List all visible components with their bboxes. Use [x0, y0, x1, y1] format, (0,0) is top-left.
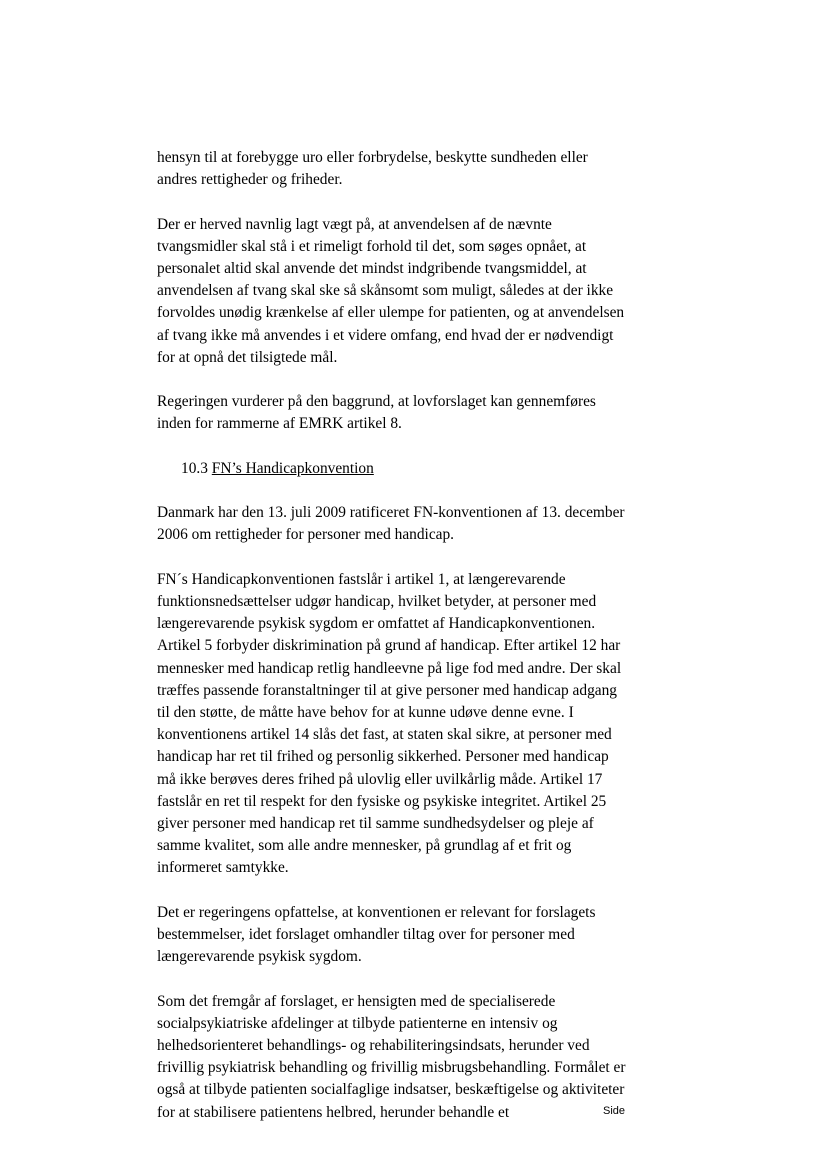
paragraph — [157, 991, 677, 1124]
paragraph — [157, 902, 677, 969]
text-line: personalet altid skal anvende det mindst indgribende tvangsmiddel, at — [157, 260, 587, 277]
text-line: Som det fremgår af forslaget, er hensigten med de specialiserede — [157, 992, 556, 1010]
page-footer — [603, 1105, 625, 1118]
section-number: 10.3 — [181, 459, 208, 477]
text-line: 2006 om rettigheder for personer med handicap. — [157, 526, 455, 544]
text-line: hensyn til at forebygge uro eller forbrydelse, beskytte sundheden eller — [157, 149, 588, 166]
text-line: FN´s Handicapkonventionen fastslår i artikel 1, at længerevarende — [157, 570, 566, 588]
text-line: helhedsorienteret behandlings- og rehabiliteringsindsats, herunder ved — [157, 1037, 590, 1055]
section-title: FN’s Handicapkonvention — [211, 459, 374, 477]
text-line: frivillig psykiatrisk behandling og frivillig misbrugsbehandling. Formålet er — [157, 1059, 626, 1077]
text-line: mennesker med handicap retlig handleevne på lige fod med andre. Der skal — [157, 659, 622, 677]
text-line: længerevarende psykisk sygdom er omfattet af Handicapkonventionen. — [157, 615, 596, 633]
text-line: funktionsnedsættelser udgør handicap, hvilket betyder, at personer med — [157, 592, 597, 610]
text-line: samme kvalitet, som alle andre mennesker, på grundlag af et frit og — [157, 837, 572, 855]
text-line: konventionens artikel 14 slås det fast, at staten skal sikre, at personer med — [157, 726, 612, 744]
text-line: tvangsmidler skal stå i et rimeligt forhold til det, som søges opnået, at — [157, 237, 587, 255]
text-line: socialpsykiatriske afdelinger at tilbyde patienterne en intensiv og — [157, 1014, 558, 1032]
paragraph — [157, 569, 677, 880]
paragraph — [157, 391, 677, 435]
text-line: Regeringen vurderer på den baggrund, at lovforslaget kan gennemføres — [157, 393, 596, 411]
text-line: inden for rammerne af EMRK artikel 8. — [157, 415, 402, 433]
text-line: Det er regeringens opfattelse, at konventionen er relevant for forslagets — [157, 903, 596, 921]
section-heading — [157, 458, 677, 480]
text-line: bestemmelser, idet forslaget omhandler tiltag over for personer med — [157, 926, 575, 944]
page-label: Side — [603, 1105, 626, 1117]
document-page — [157, 147, 677, 1124]
paragraph — [157, 147, 677, 191]
text-line: handicap har ret til frihed og personlig sikkerhed. Personer med handicap — [157, 748, 609, 766]
text-line: også at tilbyde patienten socialfaglige indsatser, beskæftigelse og aktiviteter — [157, 1081, 625, 1099]
text-line: giver personer med handicap ret til samme sundhedsydelser og pleje af — [157, 815, 594, 833]
text-line: for at stabilisere patientens helbred, herunder behandle et — [157, 1103, 510, 1121]
text-line: til den støtte, de måtte have behov for at kunne udøve denne evne. I — [157, 704, 574, 721]
text-line: Artikel 5 forbyder diskrimination på grund af handicap. Efter artikel 12 har — [157, 637, 621, 655]
text-line: af tvang ikke må anvendes i et videre omfang, end hvad der er nødvendigt — [157, 326, 614, 344]
text-line: anvendelsen af tvang skal ske så skånsomt som muligt, således at der ikke — [157, 282, 614, 300]
text-line: informeret samtykke. — [157, 859, 289, 877]
text-line: Danmark har den 13. juli 2009 ratificeret FN-konventionen af 13. december — [157, 504, 625, 522]
text-line: andres rettigheder og friheder. — [157, 171, 343, 189]
paragraph — [157, 214, 677, 369]
text-line: forvoldes unødig krænkelse af eller ulempe for patienten, og at anvendelsen — [157, 304, 625, 322]
text-line: fastslår en ret til respekt for den fysiske og psykiske integritet. Artikel 25 — [157, 792, 607, 810]
text-line: må ikke berøves deres frihed på ulovlig eller uvilkårlig måde. Artikel 17 — [157, 770, 603, 788]
text-line: længerevarende psykisk sygdom. — [157, 948, 362, 966]
text-line: Der er herved navnlig lagt vægt på, at anvendelsen af de nævnte — [157, 215, 552, 233]
paragraph — [157, 502, 677, 546]
text-line: træffes passende foranstaltninger til at give personer med handicap adgang — [157, 681, 617, 699]
text-line: for at opnå det tilsigtede mål. — [157, 348, 338, 366]
